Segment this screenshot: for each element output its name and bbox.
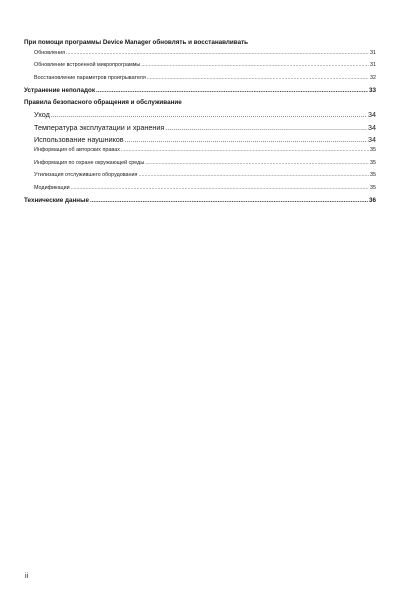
toc-entry-care[interactable] [24, 110, 376, 122]
toc-label: Правила безопасного обращения и обслуживание [24, 99, 182, 107]
toc-label: При помощи программы Device Manager обновлять и восстанавливать [24, 39, 249, 46]
toc-page-number: 35 [370, 172, 376, 179]
dot-leader [90, 197, 368, 204]
dot-leader [96, 87, 368, 94]
dot-leader [141, 62, 369, 68]
dot-leader [121, 147, 369, 153]
toc-heading-safety [24, 99, 376, 110]
toc-page-number: 36 [368, 196, 376, 204]
dot-leader [147, 75, 369, 81]
toc-page-number: 33 [368, 87, 376, 95]
toc-page-number: 34 [368, 134, 376, 144]
toc-entry-updates[interactable] [24, 50, 376, 62]
toc-page-number: 35 [370, 184, 376, 191]
dot-leader [125, 135, 367, 144]
page-number: ii [25, 573, 29, 580]
toc-entry-headphones[interactable] [24, 135, 376, 147]
toc-page-number: 35 [370, 147, 376, 154]
toc-entry-environment[interactable] [24, 160, 376, 172]
toc-entry-disposal[interactable] [24, 172, 376, 184]
toc-label: Обновления [34, 50, 66, 56]
toc-label: Технические данные [24, 196, 89, 204]
table-of-contents [24, 39, 376, 209]
toc-entry-firmware-update[interactable] [24, 62, 376, 74]
toc-label: Модификации [34, 184, 70, 191]
toc-page-number: 34 [368, 110, 376, 120]
toc-entry-restore-settings[interactable] [24, 75, 376, 87]
toc-label: Температура эксплуатации и хранения [34, 122, 165, 132]
toc-page-number: 34 [368, 122, 376, 132]
toc-label: Устранение неполадок [24, 87, 95, 95]
toc-label: Восстановление параметров проигрывателя [34, 74, 146, 81]
dot-leader [66, 50, 369, 56]
dot-leader [71, 185, 369, 191]
dot-leader [165, 123, 367, 132]
toc-entry-specifications[interactable] [24, 197, 376, 209]
toc-label: Информация об авторских правах [34, 147, 120, 154]
toc-label: Уход [34, 110, 50, 120]
toc-page-number: 31 [370, 50, 376, 56]
toc-label: Обновление встроенной микропрограммы [34, 62, 141, 69]
toc-label: Информация по охране окружающей среды [34, 159, 145, 166]
dot-leader [51, 110, 367, 119]
toc-entry-copyright[interactable] [24, 147, 376, 159]
toc-page-number: 35 [370, 159, 376, 166]
toc-page-number: 31 [370, 62, 376, 69]
dot-leader [138, 172, 369, 178]
toc-heading-device-manager [24, 39, 376, 50]
toc-entry-temperature[interactable] [24, 123, 376, 135]
toc-entry-modifications[interactable] [24, 185, 376, 197]
toc-entry-troubleshooting[interactable] [24, 87, 376, 99]
toc-label: Утилизация отслужившего оборудования [34, 172, 138, 179]
dot-leader [145, 160, 369, 166]
toc-page-number: 32 [370, 74, 376, 81]
toc-label: Использование наушников [34, 134, 124, 144]
